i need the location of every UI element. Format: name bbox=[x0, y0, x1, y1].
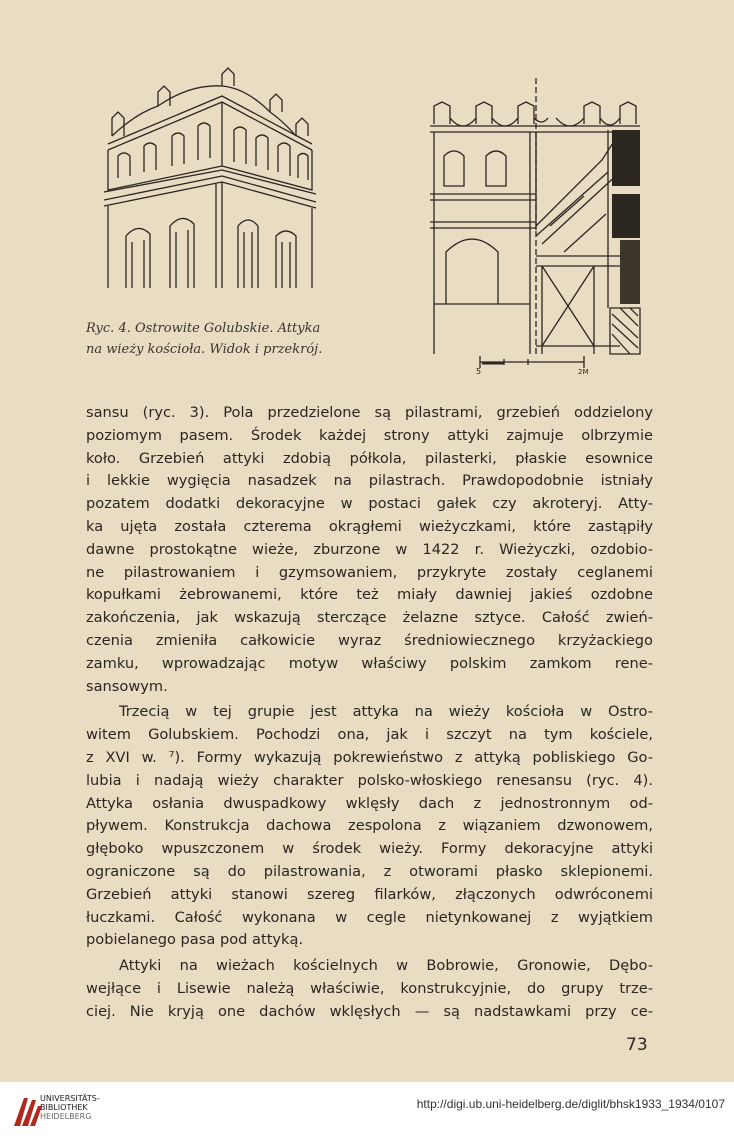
library-name[interactable] bbox=[40, 1094, 100, 1121]
tower-section-drawing bbox=[424, 76, 646, 376]
text-line: Grzebień attyki stanowi szereg filarków, złączonych odwróconemi bbox=[86, 885, 653, 903]
text-line: i lekkie wygięcia nasadzek na pilastrach. Prawdopodobnie istniały bbox=[86, 472, 653, 490]
text-line: łuczkami. Całość wykonana w cegle nietynkowanej z wyjątkiem bbox=[86, 908, 653, 926]
text-line: ciej. Nie kryją one dachów wklęsłych — są nadstawkami przy ce- bbox=[86, 1002, 653, 1020]
text-line: poziomym pasem. Środek każdej strony attyki zajmuje olbrzymie bbox=[86, 426, 653, 444]
paragraph-2 bbox=[86, 701, 653, 952]
text-line: lubia i nadają wieży charakter polsko-włoskiego renesansu (ryc. 4). bbox=[86, 771, 653, 789]
text-line: kopułkami żebrowanemi, które też miały dawniej jakieś ozdobne bbox=[86, 586, 653, 604]
text-line: Attyka osłania dwuspadkowy wklęsły dach z jednostronnym od- bbox=[86, 794, 653, 812]
library-name-line: UNIVERSITÄTS- bbox=[40, 1094, 100, 1103]
text-line: z XVI w. ⁷). Formy wykazują pokrewieństwo z attyką pobliskiego Go- bbox=[86, 748, 653, 766]
text-line: ne pilastrowaniem i gzymsowaniem, przykryte zostały ceglanemi bbox=[86, 563, 653, 581]
text-line: zamku, wprowadzając motyw właściwy polskim zamkom rene- bbox=[86, 654, 653, 672]
text-line: zakończenia, jak wskazują sterczące żelazne sztyce. Całość zwień- bbox=[86, 609, 653, 627]
text-line: wejłące i Lisewie należą właściwie, konstrukcyjnie, do grupy trze- bbox=[86, 979, 653, 997]
text-line: sansowym. bbox=[86, 677, 168, 695]
caption-line: na wieży kościoła. Widok i przekrój. bbox=[86, 342, 323, 357]
text-line: witem Golubskiem. Pochodzi ona, jak i szczyt na tym kościele, bbox=[86, 726, 653, 744]
page-number: 73 bbox=[626, 1035, 648, 1055]
text-line: Trzecią w tej grupie jest attyka na wieży kościoła w Ostro- bbox=[119, 703, 653, 721]
text-line: pobielanego pasa pod attyką. bbox=[86, 931, 304, 949]
text-line: ka ujęta została czterema okrągłemi wieżyczkami, które zastąpiły bbox=[86, 517, 653, 535]
text-line: czenia zmieniła całkowicie wyraz średniowiecznego krzyżackiego bbox=[86, 631, 653, 649]
caption-line: Ryc. 4. Ostrowite Golubskie. Attyka bbox=[86, 321, 321, 336]
text-line: ograniczone są do pilastrowania, z otworami płasko sklepionemi. bbox=[86, 862, 653, 880]
library-name-line: HEIDELBERG bbox=[40, 1112, 92, 1121]
tower-elevation-drawing bbox=[98, 66, 322, 288]
scale-label-start: 5 bbox=[476, 367, 482, 376]
text-line: koło. Grzebień attyki zdobią półkola, pilasterki, płaskie esownice bbox=[86, 449, 653, 467]
text-line: dawne prostokątne wieże, zburzone w 1422 r. Wieżyczki, ozdobio- bbox=[86, 540, 653, 558]
figure-caption bbox=[86, 318, 348, 360]
text-line: Attyki na wieżach kościelnych w Bobrowie, Gronowie, Dębo- bbox=[119, 957, 653, 975]
paragraph-3 bbox=[86, 955, 653, 1023]
text-line: głęboko wpuszczonem w środek wieży. Formy dekoracyjne attyki bbox=[86, 840, 653, 858]
text-line: pływem. Konstrukcja dachowa zespolona z wiązaniem dzwonowem, bbox=[86, 817, 653, 835]
library-name-line: BIBLIOTHEK bbox=[40, 1103, 88, 1112]
body-text bbox=[86, 402, 653, 1024]
paragraph-1 bbox=[86, 402, 653, 698]
text-line: sansu (ryc. 3). Pola przedzielone są pilastrami, grzebień oddzielony bbox=[86, 404, 653, 421]
text-line: pozatem dodatki dekoracyjne w postaci gałek czy akroteryj. Atty- bbox=[86, 495, 653, 513]
page-url-link[interactable]: http://digi.ub.uni-heidelberg.de/diglit/bhsk1933_1934/0107 bbox=[416, 1097, 725, 1111]
viewer-footer bbox=[0, 1082, 734, 1140]
scale-label-end: 2M bbox=[578, 368, 589, 376]
